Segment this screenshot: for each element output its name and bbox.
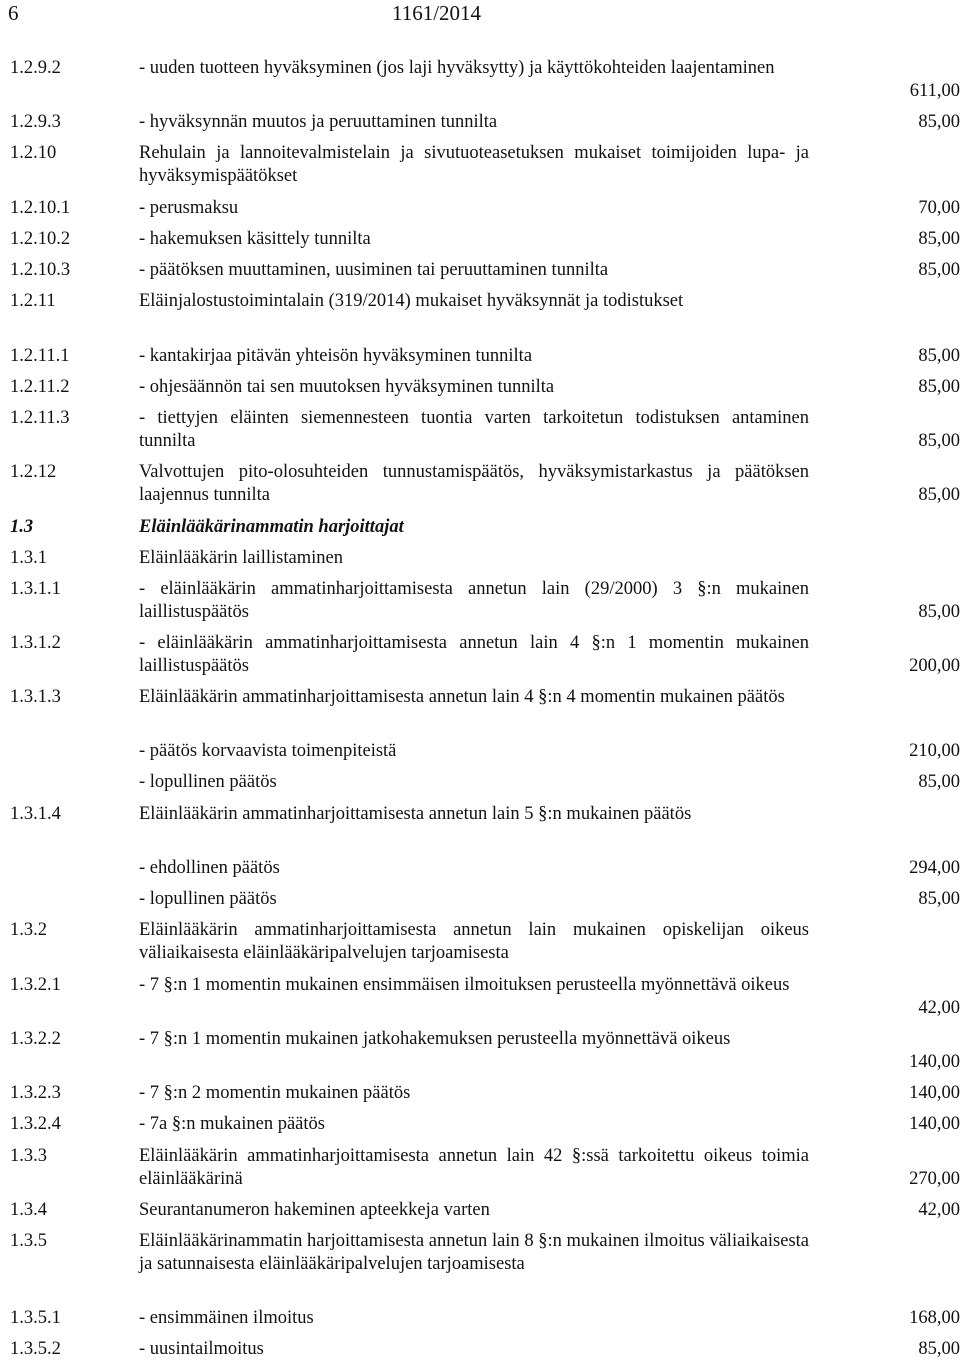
item-number: 1.3.5.1 <box>10 1308 61 1328</box>
item-fee: 42,00 <box>918 1200 960 1220</box>
item-description: - 7 §:n 2 momentin mukainen päätös <box>139 1083 411 1103</box>
fee-row <box>0 290 960 336</box>
item-fee: 85,00 <box>918 431 960 451</box>
fee-row <box>0 803 960 849</box>
page-number: 6 <box>8 1 19 25</box>
item-description: Eläinlääkärin ammatinharjoittamisesta annetun lain 5 §:n mukainen päätös <box>139 804 692 824</box>
item-description: - päätöksen muuttaminen, uusiminen tai peruuttaminen tunnilta <box>139 260 609 280</box>
item-fee: 85,00 <box>918 1339 960 1359</box>
item-description: - 7a §:n mukainen päätös <box>139 1114 325 1134</box>
fee-row <box>0 919 960 965</box>
item-number: 1.3.1.4 <box>10 804 61 824</box>
item-description: - hyväksynnän muutos ja peruuttaminen tunnilta <box>139 112 498 132</box>
fee-row <box>0 547 960 570</box>
item-fee: 85,00 <box>918 602 960 622</box>
item-description: - 7 §:n 1 momentin mukainen ensimmäisen ilmoituksen perusteella myönnettävä oikeus <box>139 975 790 995</box>
fee-row <box>0 974 960 1020</box>
page-header <box>0 0 960 26</box>
item-description: Seurantanumeron hakeminen apteekkeja varten <box>139 1200 490 1220</box>
document-id: 1161/2014 <box>392 1 482 25</box>
fee-row <box>0 1338 960 1361</box>
item-number: 1.2.11.1 <box>10 346 70 366</box>
item-description: Valvottujen pito-olosuhteiden tunnustamispäätös, hyväksymistarkastus ja päätöksen laajennus tunnilta <box>139 462 809 505</box>
fee-row <box>0 228 960 251</box>
fee-row <box>0 407 960 453</box>
section-heading <box>0 516 960 539</box>
fee-row <box>0 1028 960 1074</box>
item-description: - kantakirjaa pitävän yhteisön hyväksyminen tunnilta <box>139 346 533 366</box>
fee-row <box>0 1145 960 1191</box>
item-fee: 140,00 <box>909 1083 960 1103</box>
fee-row <box>0 686 960 732</box>
item-number: 1.3.1.1 <box>10 579 61 599</box>
item-description: - eläinlääkärin ammatinharjoittamisesta annetun lain (29/2000) 3 §:n mukainen laillistuspäätös <box>139 579 809 622</box>
item-description: - lopullinen päätös <box>139 772 277 792</box>
fee-row <box>0 259 960 282</box>
item-description: - uusintailmoitus <box>139 1339 264 1359</box>
item-fee: 200,00 <box>909 656 960 676</box>
item-number: 1.2.11.3 <box>10 408 70 428</box>
item-number: 1.2.10.2 <box>10 229 71 249</box>
fee-row <box>0 888 960 911</box>
item-fee: 168,00 <box>909 1308 960 1328</box>
fee-row <box>0 1230 960 1299</box>
fee-row <box>0 57 960 103</box>
item-description: - tiettyjen eläinten siemennesteen tuontia varten tarkoitetun todistuksen antaminen tunnilta <box>139 408 809 451</box>
item-number: 1.3.2.3 <box>10 1083 61 1103</box>
fee-row <box>0 771 960 794</box>
item-description: Eläinlääkärin ammatinharjoittamisesta annetun lain mukainen opiskelijan oikeus väliaikaisesta eläinlääkäripalvelujen tarjoamisesta <box>139 920 809 963</box>
item-fee: 611,00 <box>909 81 960 101</box>
item-description: - lopullinen päätös <box>139 889 277 909</box>
fee-row <box>0 740 960 763</box>
item-fee: 85,00 <box>918 112 960 132</box>
item-description: Eläinjalostustoimintalain (319/2014) mukaiset hyväksynnät ja todistukset <box>139 291 684 311</box>
item-fee: 85,00 <box>918 346 960 366</box>
item-number: 1.3.2.4 <box>10 1114 61 1134</box>
section-title: Eläinlääkärinammatin harjoittajat <box>139 517 404 537</box>
item-number: 1.3.1.3 <box>10 687 61 707</box>
item-description: - perusmaksu <box>139 198 239 218</box>
fee-row <box>0 857 960 880</box>
item-fee: 85,00 <box>918 772 960 792</box>
item-description: - eläinlääkärin ammatinharjoittamisesta annetun lain 4 §:n 1 momentin mukainen laillistuspäätös <box>139 633 809 676</box>
item-fee: 85,00 <box>918 260 960 280</box>
fee-row <box>0 1082 960 1105</box>
item-number: 1.3.5 <box>10 1231 47 1251</box>
item-fee: 270,00 <box>909 1169 960 1189</box>
item-number: 1.2.12 <box>10 462 57 482</box>
item-description: - päätös korvaavista toimenpiteistä <box>139 741 397 761</box>
item-number: 1.3.2 <box>10 920 47 940</box>
item-number: 1.2.11.2 <box>10 377 70 397</box>
item-number: 1.3.1.2 <box>10 633 61 653</box>
fee-row <box>0 345 960 368</box>
fee-row <box>0 1113 960 1136</box>
item-description: Eläinlääkärin ammatinharjoittamisesta annetun lain 42 §:ssä tarkoitettu oikeus toimia eläinlääkärinä <box>139 1146 809 1189</box>
item-description: Eläinlääkärin laillistaminen <box>139 548 343 568</box>
item-fee: 85,00 <box>918 229 960 249</box>
fee-row <box>0 1199 960 1222</box>
item-fee: 85,00 <box>918 889 960 909</box>
item-description: - hakemuksen käsittely tunnilta <box>139 229 371 249</box>
item-description: - ehdollinen päätös <box>139 858 280 878</box>
item-number: 1.3.1 <box>10 548 47 568</box>
item-fee: 70,00 <box>918 198 960 218</box>
item-fee: 140,00 <box>909 1114 960 1134</box>
item-fee: 85,00 <box>918 377 960 397</box>
fee-row <box>0 578 960 624</box>
fee-row <box>0 111 960 134</box>
fee-row <box>0 632 960 678</box>
item-description: - uuden tuotteen hyväksyminen (jos laji hyväksytty) ja käyttökohteiden laajentaminen <box>139 58 775 78</box>
item-number: 1.2.11 <box>10 291 56 311</box>
fee-row <box>0 461 960 507</box>
item-number: 1.3.5.2 <box>10 1339 61 1359</box>
item-number: 1.2.9.3 <box>10 112 61 132</box>
item-description: Rehulain ja lannoitevalmistelain ja sivutuoteasetuksen mukaiset toimijoiden lupa- ja hyväksymispäätökset <box>139 143 809 186</box>
item-number: 1.2.10 <box>10 143 57 163</box>
section-number: 1.3 <box>10 517 34 537</box>
fee-row <box>0 142 960 188</box>
item-description: - ensimmäinen ilmoitus <box>139 1308 314 1328</box>
item-fee: 140,00 <box>909 1052 960 1072</box>
item-number: 1.2.10.3 <box>10 260 71 280</box>
item-number: 1.3.3 <box>10 1146 47 1166</box>
item-fee: 294,00 <box>909 858 960 878</box>
fee-row <box>0 376 960 399</box>
fee-row <box>0 197 960 220</box>
item-number: 1.2.10.1 <box>10 198 71 218</box>
item-fee: 210,00 <box>909 741 960 761</box>
item-description: Eläinlääkärinammatin harjoittamisesta annetun lain 8 §:n mukainen ilmoitus väliaikaisesta ja satunnaisesta eläinlääkäripalvelujen tarjoamisesta <box>139 1231 809 1274</box>
item-number: 1.2.9.2 <box>10 58 61 78</box>
item-description: Eläinlääkärin ammatinharjoittamisesta annetun lain 4 §:n 4 momentin mukainen päätös <box>139 687 785 707</box>
item-description: - 7 §:n 1 momentin mukainen jatkohakemuksen perusteella myönnettävä oikeus <box>139 1029 731 1049</box>
fee-row <box>0 1307 960 1330</box>
item-fee: 85,00 <box>918 485 960 505</box>
item-fee: 42,00 <box>918 998 960 1018</box>
item-number: 1.3.2.1 <box>10 975 61 995</box>
item-number: 1.3.4 <box>10 1200 47 1220</box>
item-number: 1.3.2.2 <box>10 1029 61 1049</box>
item-description: - ohjesäännön tai sen muutoksen hyväksyminen tunnilta <box>139 377 555 397</box>
